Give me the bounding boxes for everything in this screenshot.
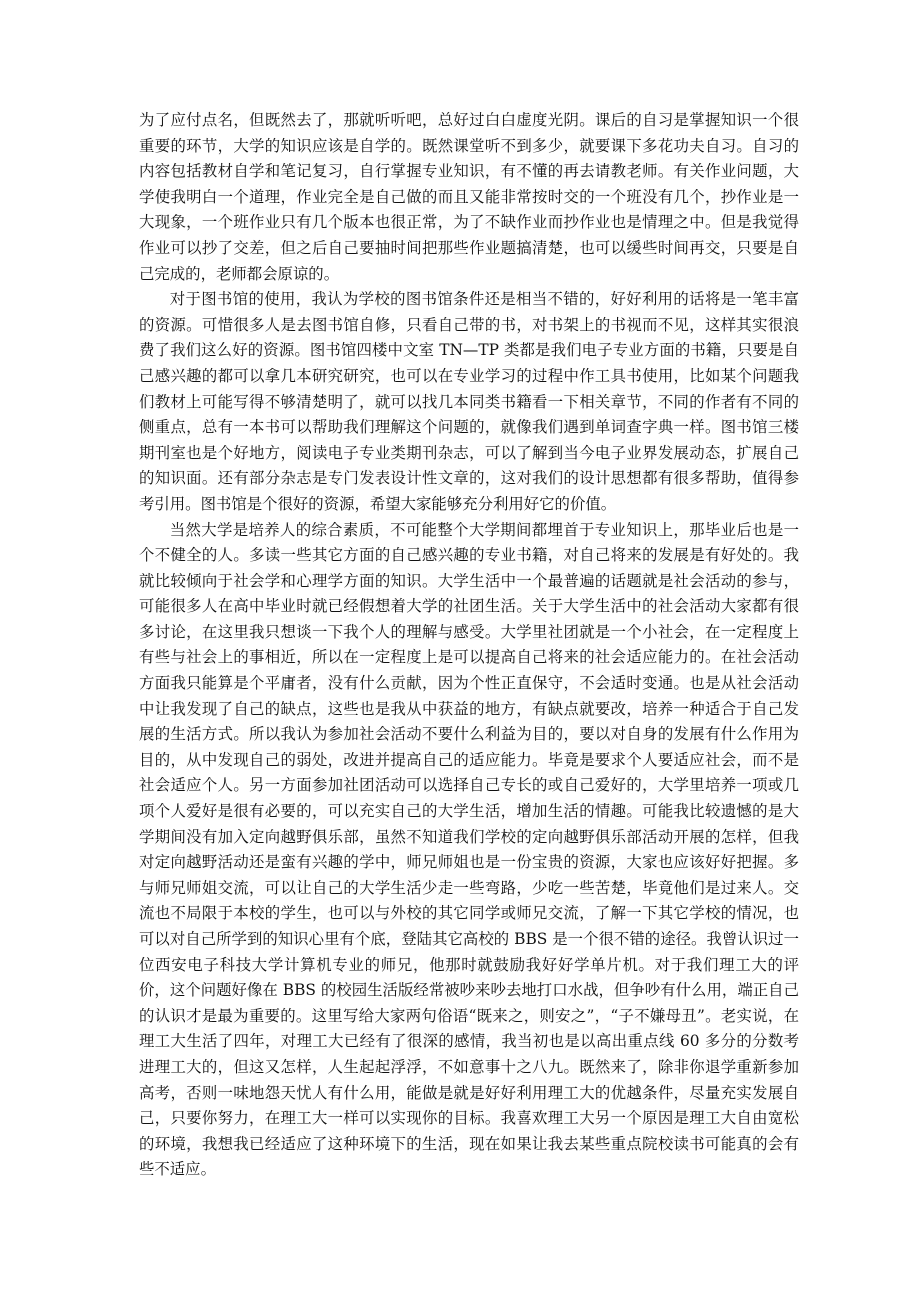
document-page <box>139 108 799 1183</box>
paragraph-library: 对于图书馆的使用，我认为学校的图书馆条件还是相当不错的，好好利用的话将是一笔丰富的资源。可惜很多人是去图书馆自修，只看自己带的书，对书架上的书视而不见，这样其实很浪费了我们这么好的资源。图书馆四楼中文室 TN—TP 类都是我们电子专业方面的书籍，只要是自己感兴趣的都可以拿几本研究研究，也可以在专业学习的过程中作工具书使用，比如某个问题我们教材上可能写得不够清楚明了，就可以找几本同类书籍看一下相关章节，不同的作者有不同的侧重点，总有一本书可以帮助我们理解这个问题的，就像我们遇到单词查字典一样。图书馆三楼期刊室也是个好地方，阅读电子专业类期刊杂志，可以了解到当今电子业界发展动态，扩展自己的知识面。还有部分杂志是专门发表设计性文章的，这对我们的设计思想都有很多帮助，值得参考引用。图书馆是个很好的资源，希望大家能够充分利用好它的价值。 <box>139 290 799 513</box>
paragraph-homework: 为了应付点名，但既然去了，那就听听吧，总好过白白虚度光阴。课后的自习是掌握知识一个很重要的环节，大学的知识应该是自学的。既然课堂听不到多少，就要课下多花功夫自习。自习的内容包括教材自学和笔记复习，自行掌握专业知识，有不懂的再去请教老师。有关作业问题，大学使我明白一个道理，作业完全是自己做的而且又能非常按时交的一个班没有几个，抄作业是一大现象，一个班作业只有几个版本也很正常，为了不缺作业而抄作业也是情理之中。但是我觉得作业可以抄了交差，但之后自己要抽时间把那些作业题搞清楚，也可以缓些时间再交，只要是自己完成的，老师都会原谅的。 <box>139 111 799 283</box>
paragraph-social-activities: 当然大学是培养人的综合素质，不可能整个大学期间都埋首于专业知识上，那毕业后也是一个不健全的人。多读一些其它方面的自己感兴趣的专业书籍，对自己将来的发展是有好处的。我就比较倾向于社会学和心理学方面的知识。大学生活中一个最普遍的话题就是社会活动的参与，可能很多人在高中毕业时就已经假想着大学的社团生活。关于大学生活中的社会活动大家都有很多讨论，在这里我只想谈一下我个人的理解与感受。大学里社团就是一个小社会，在一定程度上有些与社会上的事相近，所以在一定程度上是可以提高自己将来的社会适应能力的。在社会活动方面我只能算是个平庸者，没有什么贡献，因为个性正直保守，不会适时变通。也是从社会活动中让我发现了自己的缺点，这些也是我从中获益的地方，有缺点就要改，培养一种适合于自己发展的生活方式。所以我认为参加社会活动不要什么利益为目的，要以对自身的发展有什么作用为目的，从中发现自己的弱处，改进并提高自己的适应能力。毕竟是要求个人要适应社会，而不是社会适应个人。另一方面参加社团活动可以选择自己专长的或自己爱好的，大学里培养一项或几项个人爱好是很有必要的，可以充实自己的大学生活，增加生活的情趣。可能我比较遗憾的是大学期间没有加入定向越野俱乐部，虽然不知道我们学校的定向越野俱乐部活动开展的怎样，但我对定向越野活动还是蛮有兴趣的学中，师兄师姐也是一份宝贵的资源，大家也应该好好把握。多与师兄师姐交流，可以让自己的大学生活少走一些弯路，少吃一些苦楚，毕竟他们是过来人。交流也不局限于本校的学生，也可以与外校的其它同学或师兄交流，了解一下其它学校的情况，也可以对自己所学到的知识心里有个底，登陆其它高校的 BBS 是一个很不错的途径。我曾认识过一位西安电子科技大学计算机专业的师兄，他那时就鼓励我好好学单片机。对于我们理工大的评价，这个问题好像在 BBS 的校园生活版经常被吵来吵去地打口水战，但争吵有什么用，端正自己的认识才是最为重要的。这里写给大家两句俗语“既来之，则安之”，“子不嫌母丑”。老实说，在理工大生活了四年，对理工大已经有了很深的感情，我当初也是以高出重点线 60 多分的分数考进理工大的，但这又怎样，人生起起浮浮，不如意事十之八九。既然来了，除非你退学重新参加高考，否则一味地怨天忧人有什么用，能做是就是好好利用理工大的优越条件，尽量充实发展自己，只要你努力，在理工大一样可以实现你的目标。我喜欢理工大另一个原因是理工大自由宽松的环境，我想我已经适应了这种环境下的生活，现在如果让我去某些重点院校读书可能真的会有些不适应。 <box>139 520 799 1179</box>
